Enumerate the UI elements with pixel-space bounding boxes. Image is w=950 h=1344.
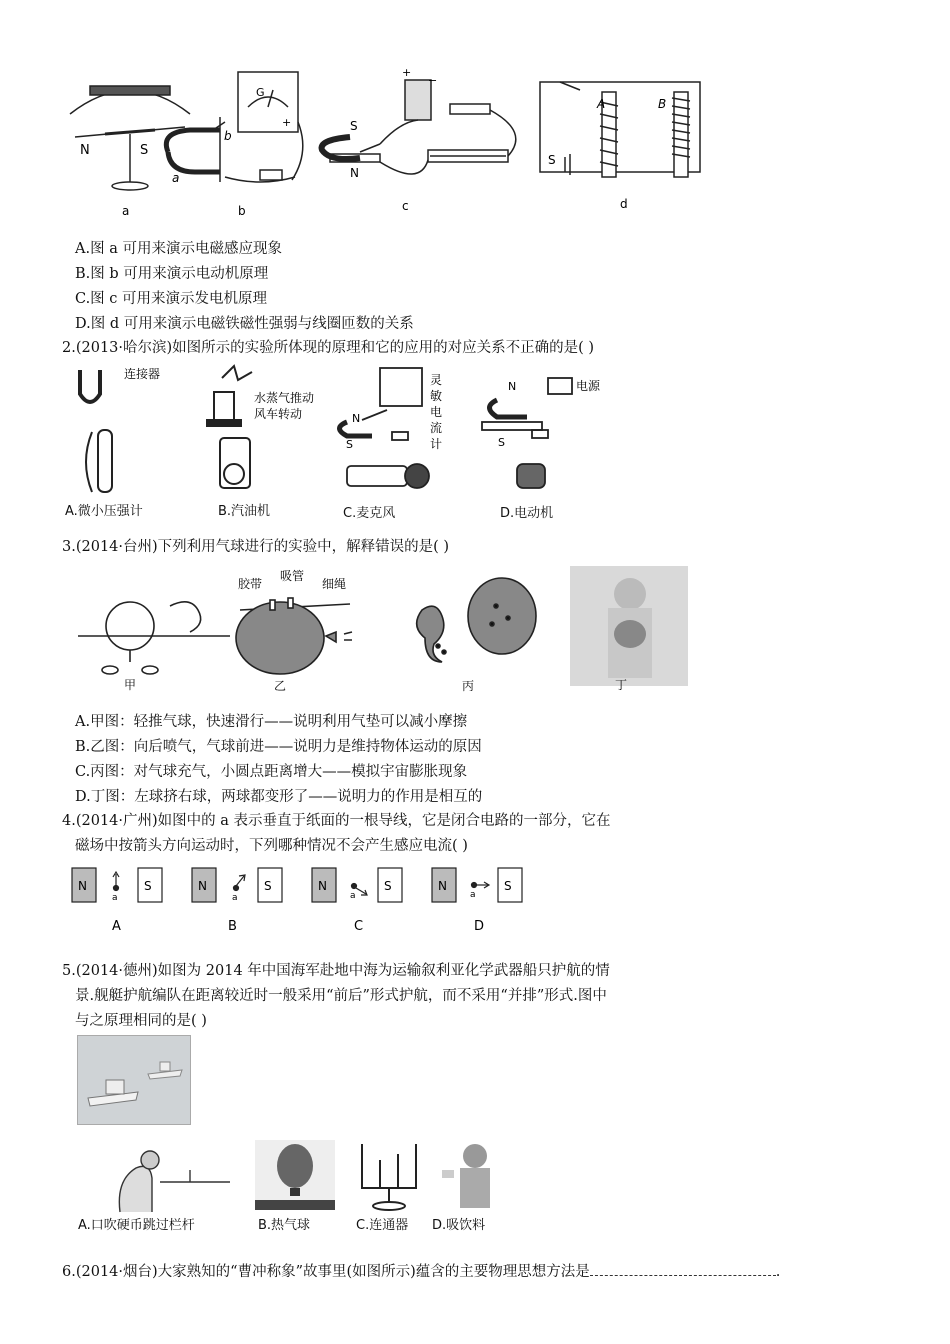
q3-caption-yi: 乙 <box>274 679 287 693</box>
fig2-engine <box>207 366 252 488</box>
q5-caption-c: C.连通器 <box>356 1218 409 1233</box>
figure-3 <box>70 566 690 692</box>
q3-caption-jia: 甲 <box>124 678 137 692</box>
fig2-galv-3: 电 <box>430 405 443 419</box>
fig2-motor <box>482 378 572 488</box>
fig-b-wire-b: b <box>224 129 232 143</box>
q3-caption-ding: 丁 <box>615 678 628 692</box>
q2-caption-d: D.电动机 <box>500 506 554 521</box>
figure-1-drawing <box>60 62 720 222</box>
fig4-c-N: N <box>318 879 327 893</box>
fig4-a-wire: a <box>112 893 118 903</box>
fig4-d-wire: a <box>470 890 476 900</box>
figure-5 <box>80 1140 520 1215</box>
figure-1 <box>60 62 720 222</box>
q2-caption-b: B.汽油机 <box>218 504 271 519</box>
fig4-b-wire: a <box>232 893 238 903</box>
q5-caption-b: B.热气球 <box>258 1218 311 1233</box>
fig-b-wire-a: a <box>172 171 180 185</box>
fig4-caption-c: C <box>354 919 364 934</box>
q1-option-c: C.图 c 可用来演示发电机原理 <box>75 291 268 307</box>
fig2-microphone <box>340 368 430 488</box>
q1-option-d: D.图 d 可用来演示电磁铁磁性强弱与线圈匝数的关系 <box>75 316 414 332</box>
fig5-drinking <box>442 1144 490 1208</box>
figure-5-drawing <box>80 1140 520 1215</box>
fig-c-S: S <box>350 119 358 133</box>
fig2-motor-N: N <box>508 380 517 393</box>
q3-option-d: D.丁图：左球挤右球，两球都变形了——说明力的作用是相互的 <box>75 789 483 805</box>
fig4-a-N: N <box>78 879 87 893</box>
fig3-bing <box>417 578 536 662</box>
q6-answer-blank[interactable] <box>590 1263 776 1276</box>
figure-4-drawing <box>70 866 540 936</box>
fig2-mic-N: N <box>352 412 361 425</box>
fig2-galv-1: 灵 <box>430 373 443 387</box>
fig5-communicating-vessels <box>362 1144 416 1210</box>
q3-option-a: A.甲图：轻推气球，快速滑行——说明利用气垫可以减小摩擦 <box>75 714 468 730</box>
fig4-caption-a: A <box>112 919 121 934</box>
fig2-windmill-label: 风车转动 <box>254 407 303 421</box>
q5-caption-a: A.口吹硬币跳过栏杆 <box>78 1218 195 1233</box>
fig-d-B: B <box>658 97 667 111</box>
fig5-balloon <box>255 1140 335 1210</box>
fig4-d-S: S <box>504 879 512 893</box>
q2-caption-c: C.麦克风 <box>343 506 396 521</box>
figure-4 <box>70 866 540 936</box>
q6-stem: 6.(2014·烟台)大家熟知的“曹冲称象”故事里(如图所示)蕴含的主要物理思想方法是 <box>62 1264 590 1280</box>
fig3-straw-label: 吸管 <box>280 569 305 583</box>
fig-d-A: A <box>597 97 606 111</box>
fig4-c-wire: a <box>350 891 356 901</box>
fig5-coin-blow <box>119 1151 230 1212</box>
fig3-yi <box>236 598 352 674</box>
figure-2 <box>62 362 622 524</box>
q3-caption-bing: 丙 <box>462 679 475 693</box>
fig-a-S: S <box>140 143 149 158</box>
q5-caption-d: D.吸饮料 <box>432 1218 486 1233</box>
fig-c-label: c <box>402 199 409 213</box>
q1-option-b: B.图 b 可用来演示电动机原理 <box>75 266 269 282</box>
figure-3-drawing <box>70 566 690 692</box>
fig-c-minus: − <box>428 74 438 87</box>
fig2-connector-label: 连接器 <box>124 367 161 381</box>
fig2-galv-4: 流 <box>430 421 443 435</box>
fig-d-label: d <box>620 197 628 211</box>
fig3-jia <box>78 602 230 674</box>
fig4-b-N: N <box>198 879 207 893</box>
fig3-ding-photo <box>570 566 688 686</box>
q5-stem-1: 5.(2014·德州)如图为 2014 年中国海军赴地中海为运输叙利亚化学武器船只护航的情 <box>62 963 610 979</box>
q2-stem: 2.(2013·哈尔滨)如图所示的实验所体现的原理和它的应用的对应关系不正确的是( ) <box>62 340 595 356</box>
q4-stem-1: 4.(2014·广州)如图中的 a 表示垂直于纸面的一根导线，它是闭合电路的一部分，它在 <box>62 813 611 829</box>
fig-d-electromagnet <box>540 82 700 177</box>
q3-option-c: C.丙图：对气球充气，小圆点距离增大——模拟宇宙膨胀现象 <box>75 764 468 780</box>
fig-a-N: N <box>80 143 90 158</box>
fig3-rope-label: 细绳 <box>322 577 347 591</box>
q6-tail: . <box>775 1264 781 1280</box>
fig-b-label: b <box>238 204 246 218</box>
q4-stem-2: 磁场中按箭头方向运动时，下列哪种情况不会产生感应电流( ) <box>75 838 468 854</box>
fig4-a-S: S <box>144 879 152 893</box>
fig2-steam-label: 水蒸气推动 <box>254 391 315 405</box>
fig4-caption-d: D <box>474 919 485 934</box>
fig4-c-S: S <box>384 879 392 893</box>
fig2-motor-S: S <box>498 436 505 449</box>
fig-b-plus: + <box>282 116 292 129</box>
q3-option-b: B.乙图：向后喷气，气球前进——说明力是维持物体运动的原因 <box>75 739 482 755</box>
fig4-caption-b: B <box>228 919 237 934</box>
fig2-power-label: 电源 <box>576 379 601 393</box>
fig-d-S: S <box>548 153 556 167</box>
fig4-d-N: N <box>438 879 447 893</box>
q5-stem-2: 景.舰艇护航编队在距离较近时一般采用“前后”形式护航，而不采用“并排”形式.图中 <box>75 988 607 1004</box>
ship-photo <box>77 1035 191 1125</box>
q5-stem-3: 与之原理相同的是( ) <box>75 1013 207 1029</box>
q2-caption-a: A.微小压强计 <box>65 504 143 519</box>
fig3-tape-label: 胶带 <box>238 577 263 591</box>
fig2-mic-S: S <box>346 438 353 451</box>
fig-c-plus: + <box>402 66 412 79</box>
fig4-b-S: S <box>264 879 272 893</box>
fig-b-G: G <box>256 86 265 99</box>
fig2-galv-5: 计 <box>430 437 443 451</box>
q1-option-a: A.图 a 可用来演示电磁感应现象 <box>75 241 282 257</box>
fig2-galv-2: 敏 <box>430 389 443 403</box>
ship-photo-drawing <box>78 1036 190 1124</box>
fig-c-N: N <box>350 166 359 180</box>
figure-2-drawing <box>62 362 622 524</box>
q3-stem: 3.(2014·台州)下列利用气球进行的实验中，解释错误的是( ) <box>62 539 450 555</box>
fig2-pressure-gauge <box>80 370 112 492</box>
fig-a-label: a <box>122 204 130 218</box>
q6-line <box>62 1262 780 1282</box>
